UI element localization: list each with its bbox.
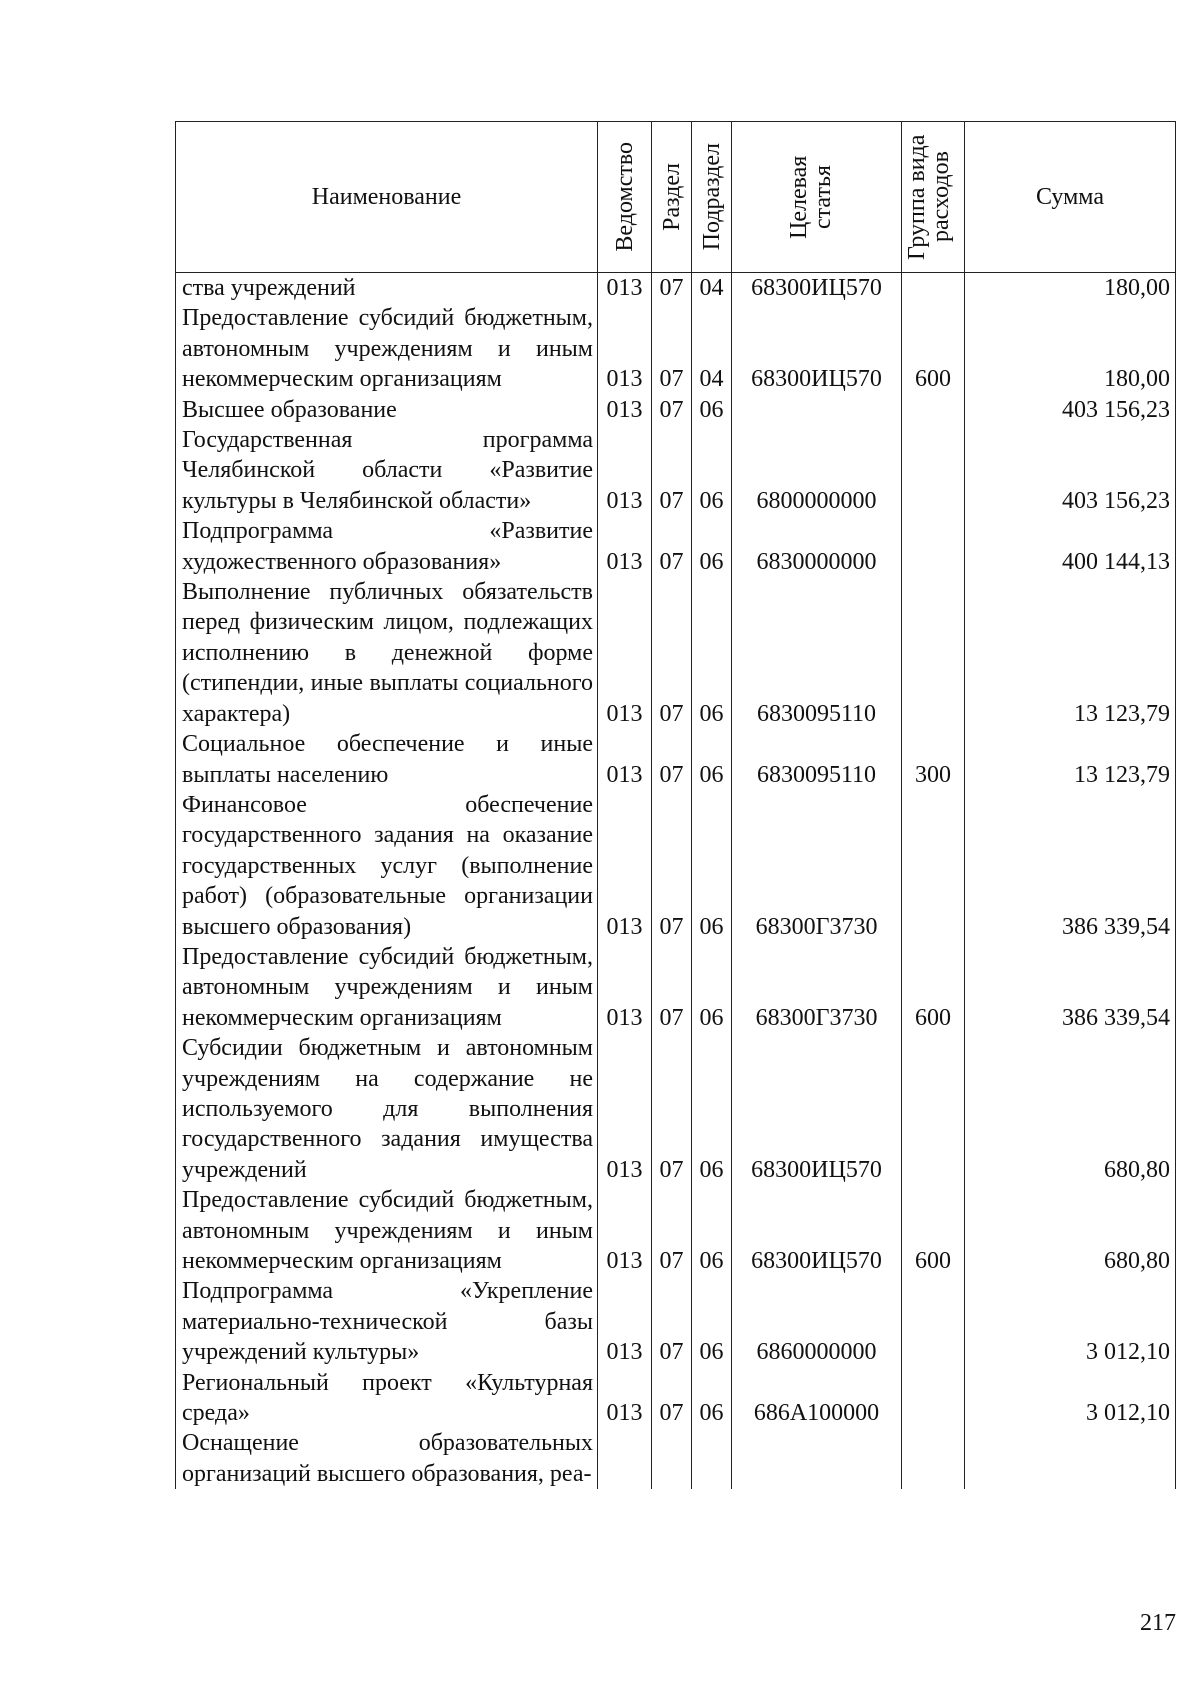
row-gruppa bbox=[902, 577, 965, 729]
table-row bbox=[176, 303, 1176, 394]
table-row bbox=[176, 729, 1176, 790]
header-vedomstvo: Ведомство bbox=[598, 122, 652, 273]
row-vedomstvo: 013 bbox=[598, 1185, 652, 1276]
row-podrazdel: 06 bbox=[692, 577, 732, 729]
row-vedomstvo: 013 bbox=[598, 395, 652, 425]
row-vedomstvo: 013 bbox=[598, 1368, 652, 1429]
row-razdel: 07 bbox=[652, 729, 692, 790]
row-name: Субсидии бюджетным и автономным учреждениям на содержание не используемого для выполнения государственного задания имущества учреждений bbox=[176, 1033, 598, 1185]
row-podrazdel: 06 bbox=[692, 790, 732, 942]
row-summa: 386 339,54 bbox=[965, 942, 1176, 1033]
table-row bbox=[176, 516, 1176, 577]
row-summa: 403 156,23 bbox=[965, 395, 1176, 425]
row-gruppa: 600 bbox=[902, 1185, 965, 1276]
row-razdel: 07 bbox=[652, 273, 692, 304]
row-name: Оснащение образовательных организаций высшего образования, реа- bbox=[176, 1428, 598, 1489]
row-celevaya-statya: 6830095110 bbox=[732, 577, 902, 729]
row-vedomstvo: 013 bbox=[598, 1033, 652, 1185]
row-gruppa bbox=[902, 790, 965, 942]
row-celevaya-statya: 68300ИЦ570 bbox=[732, 273, 902, 304]
row-vedomstvo: 013 bbox=[598, 729, 652, 790]
header-gruppa-vida-rashodov: Группа вида расходов bbox=[902, 122, 965, 273]
row-vedomstvo: 013 bbox=[598, 303, 652, 394]
row-razdel: 07 bbox=[652, 303, 692, 394]
row-razdel: 07 bbox=[652, 1368, 692, 1429]
row-name: Предоставление субсидий бюджетным, автономным учреждениям и иным некоммерческим организациям bbox=[176, 942, 598, 1033]
row-vedomstvo: 013 bbox=[598, 425, 652, 516]
row-summa: 13 123,79 bbox=[965, 729, 1176, 790]
row-celevaya-statya: 68300ИЦ570 bbox=[732, 303, 902, 394]
row-celevaya-statya: 6830000000 bbox=[732, 516, 902, 577]
header-podrazdel: Подраздел bbox=[692, 122, 732, 273]
row-gruppa bbox=[902, 1428, 965, 1489]
row-podrazdel: 06 bbox=[692, 395, 732, 425]
row-name: Финансовое обеспечение государственного задания на оказание государственных услуг (выполнение работ) (образовательные организации высшего образования) bbox=[176, 790, 598, 942]
row-razdel: 07 bbox=[652, 1185, 692, 1276]
row-celevaya-statya: 68300ИЦ570 bbox=[732, 1185, 902, 1276]
row-vedomstvo: 013 bbox=[598, 942, 652, 1033]
row-gruppa: 600 bbox=[902, 303, 965, 394]
row-podrazdel: 06 bbox=[692, 729, 732, 790]
row-summa: 3 012,10 bbox=[965, 1368, 1176, 1429]
row-razdel: 07 bbox=[652, 1276, 692, 1367]
table-row bbox=[176, 1276, 1176, 1367]
table-row bbox=[176, 1428, 1176, 1489]
table-row bbox=[176, 395, 1176, 425]
row-razdel: 07 bbox=[652, 395, 692, 425]
header-celevaya-statya: Целевая статья bbox=[732, 122, 902, 273]
row-name: Предоставление субсидий бюджетным, автономным учреждениям и иным некоммерческим организациям bbox=[176, 303, 598, 394]
row-name: Предоставление субсидий бюджетным, автономным учреждениям и иным некоммерческим организациям bbox=[176, 1185, 598, 1276]
row-celevaya-statya: 6860000000 bbox=[732, 1276, 902, 1367]
row-celevaya-statya: 6800000000 bbox=[732, 425, 902, 516]
table-row bbox=[176, 273, 1176, 304]
row-gruppa bbox=[902, 425, 965, 516]
row-podrazdel: 06 bbox=[692, 1033, 732, 1185]
row-celevaya-statya: 6830095110 bbox=[732, 729, 902, 790]
row-gruppa bbox=[902, 516, 965, 577]
row-podrazdel: 06 bbox=[692, 1276, 732, 1367]
table-row bbox=[176, 577, 1176, 729]
row-gruppa bbox=[902, 273, 965, 304]
row-name: Подпрограмма «Развитие художественного образования» bbox=[176, 516, 598, 577]
table-header-row bbox=[176, 122, 1176, 273]
row-razdel: 07 bbox=[652, 942, 692, 1033]
row-celevaya-statya: 68300Г3730 bbox=[732, 790, 902, 942]
page-number: 217 bbox=[1140, 1610, 1176, 1636]
header-name: Наименование bbox=[176, 122, 598, 273]
row-vedomstvo: 013 bbox=[598, 790, 652, 942]
table-row bbox=[176, 1368, 1176, 1429]
row-vedomstvo bbox=[598, 1428, 652, 1489]
row-name: Государственная программа Челябинской области «Развитие культуры в Челябинской области» bbox=[176, 425, 598, 516]
row-celevaya-statya: 68300Г3730 bbox=[732, 942, 902, 1033]
row-razdel: 07 bbox=[652, 1033, 692, 1185]
header-razdel: Раздел bbox=[652, 122, 692, 273]
row-gruppa bbox=[902, 1033, 965, 1185]
row-summa: 680,80 bbox=[965, 1033, 1176, 1185]
row-razdel: 07 bbox=[652, 577, 692, 729]
table-row bbox=[176, 790, 1176, 942]
row-gruppa bbox=[902, 1276, 965, 1367]
row-podrazdel: 06 bbox=[692, 1185, 732, 1276]
row-podrazdel: 04 bbox=[692, 303, 732, 394]
row-podrazdel: 04 bbox=[692, 273, 732, 304]
row-celevaya-statya: 68300ИЦ570 bbox=[732, 1033, 902, 1185]
row-gruppa bbox=[902, 1368, 965, 1429]
row-summa: 400 144,13 bbox=[965, 516, 1176, 577]
row-razdel: 07 bbox=[652, 425, 692, 516]
row-vedomstvo: 013 bbox=[598, 516, 652, 577]
budget-table bbox=[175, 121, 1176, 1489]
row-summa: 180,00 bbox=[965, 273, 1176, 304]
row-podrazdel: 06 bbox=[692, 516, 732, 577]
row-razdel: 07 bbox=[652, 790, 692, 942]
row-celevaya-statya bbox=[732, 395, 902, 425]
row-summa: 386 339,54 bbox=[965, 790, 1176, 942]
row-gruppa: 300 bbox=[902, 729, 965, 790]
row-summa: 13 123,79 bbox=[965, 577, 1176, 729]
row-summa: 180,00 bbox=[965, 303, 1176, 394]
row-razdel bbox=[652, 1428, 692, 1489]
table-row bbox=[176, 1185, 1176, 1276]
row-podrazdel: 06 bbox=[692, 1368, 732, 1429]
row-name: Выполнение публичных обязательств перед физическим лицом, подлежащих исполнению в денежной форме (стипендии, иные выплаты социального характера) bbox=[176, 577, 598, 729]
row-summa: 680,80 bbox=[965, 1185, 1176, 1276]
row-podrazdel bbox=[692, 1428, 732, 1489]
header-summa: Сумма bbox=[965, 122, 1176, 273]
row-vedomstvo: 013 bbox=[598, 1276, 652, 1367]
row-summa: 403 156,23 bbox=[965, 425, 1176, 516]
row-celevaya-statya: 686A100000 bbox=[732, 1368, 902, 1429]
row-celevaya-statya bbox=[732, 1428, 902, 1489]
row-vedomstvo: 013 bbox=[598, 577, 652, 729]
table-row bbox=[176, 1033, 1176, 1185]
row-name: Социальное обеспечение и иные выплаты населению bbox=[176, 729, 598, 790]
row-name: Региональный проект «Культурная среда» bbox=[176, 1368, 598, 1429]
row-vedomstvo: 013 bbox=[598, 273, 652, 304]
row-name: Высшее образование bbox=[176, 395, 598, 425]
row-podrazdel: 06 bbox=[692, 942, 732, 1033]
row-name: Подпрограмма «Укрепление материально-технической базы учреждений культуры» bbox=[176, 1276, 598, 1367]
row-summa bbox=[965, 1428, 1176, 1489]
row-name: ства учреждений bbox=[176, 273, 598, 304]
table-row bbox=[176, 942, 1176, 1033]
row-summa: 3 012,10 bbox=[965, 1276, 1176, 1367]
row-gruppa: 600 bbox=[902, 942, 965, 1033]
row-podrazdel: 06 bbox=[692, 425, 732, 516]
table-body bbox=[176, 273, 1176, 1490]
table-row bbox=[176, 425, 1176, 516]
row-gruppa bbox=[902, 395, 965, 425]
row-razdel: 07 bbox=[652, 516, 692, 577]
